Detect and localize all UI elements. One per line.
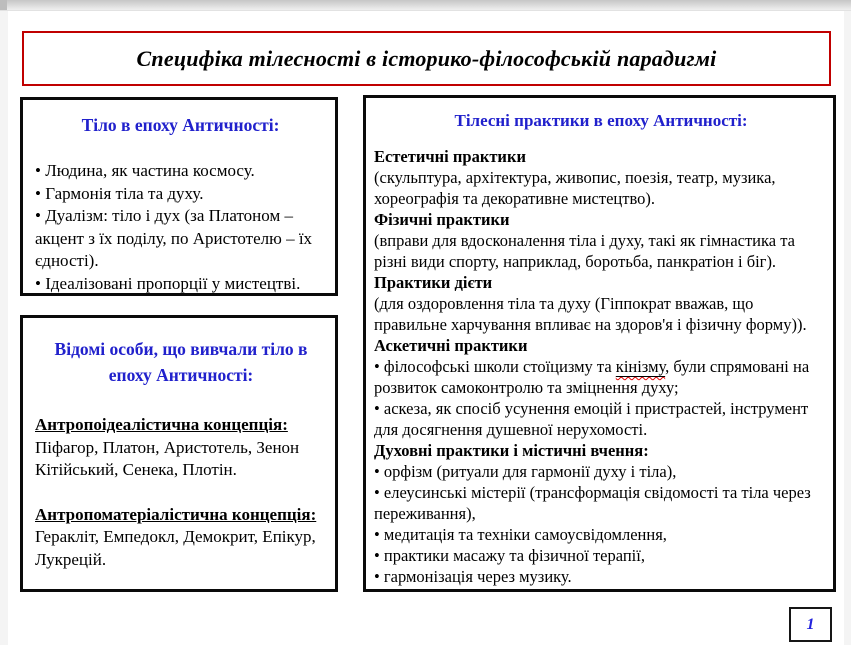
known-persons-box	[20, 315, 338, 592]
concept-label-idealistic: Антропоідеалістична концепція:	[35, 415, 288, 434]
bullet-item: • Гармонія тіла та духу.	[35, 183, 204, 203]
bullet-item: • Людина, як частина космосу.	[35, 161, 255, 180]
ascetic-bullet-pre: • філософські школи стоїцизму та	[374, 357, 616, 376]
bullet-item: • Ідеалізовані пропорції у мистецтві.	[35, 273, 301, 293]
window-top-corner	[0, 0, 7, 10]
antiquity-body-heading: Тіло в епоху Античності:	[81, 115, 280, 135]
known-persons-heading: Відомі особи, що вивчали тіло в епоху Античності:	[54, 339, 308, 385]
practice-section-text-diet: (для оздоровлення тіла та духу (Гіппократ вважав, що правильне харчування впливає на здоров'я і фізичну форму)).	[374, 294, 807, 334]
body-practices-box	[363, 95, 836, 592]
window-top-edge	[0, 0, 851, 11]
slide-title: Специфіка тілесності в історико-філософській парадигмі	[136, 45, 717, 71]
practice-section-title-aesthetic: Естетичні практики	[374, 147, 526, 166]
concept-names-idealistic: Піфагор, Платон, Аристотель, Зенон Кітійський, Сенека, Плотін.	[35, 437, 300, 479]
practices-heading: Тілесні практики в епоху Античності:	[454, 111, 748, 130]
bullet-item: • Дуалізм: тіло і дух (за Платоном – акцент з їх поділу, по Аристотелю – їх єдності).	[35, 206, 313, 270]
practice-section-title-diet: Практики дієти	[374, 273, 493, 292]
practice-ascetic-bullet-2: • аскеза, як спосіб усунення емоцій і пристрастей, інструмент для досягнення душевної нерухомості.	[374, 399, 809, 439]
antiquity-body-box	[20, 97, 338, 296]
page-number-badge	[789, 607, 832, 642]
page-number: 1	[806, 615, 815, 633]
practice-ascetic-bullet-1	[374, 356, 828, 398]
concept-names-materialistic: Геракліт, Емпедокл, Демокрит, Епікур, Лукрецій.	[35, 527, 316, 569]
concept-label-materialistic: Антропоматеріалістична концепція:	[35, 504, 317, 524]
practice-section-text-physical: (вправи для вдосконалення тіла і духу, такі як гімнастика та різні види спорту, наприклад, боротьба, панкратіон і біг).	[374, 231, 795, 271]
spiritual-bullet: • медитація та техніки самоусвідомлення,	[374, 525, 667, 544]
spiritual-bullet: • практики масажу та фізичної терапії,	[374, 546, 645, 565]
misspelled-word: кінізму	[615, 357, 666, 376]
practice-section-title-physical: Фізичні практики	[374, 210, 510, 229]
spiritual-bullet: • гармонізація через музику.	[374, 567, 572, 586]
spiritual-bullet: • орфізм (ритуали для гармонії духу і тіла),	[374, 462, 677, 481]
practice-section-text-aesthetic: (скульптура, архітектура, живопис, поезія, театр, музика, хореографія та декоративне мистецтво).	[374, 168, 776, 208]
spiritual-bullet: • елеусинські містерії (трансформація свідомості та тіла через переживання),	[374, 483, 811, 523]
practice-section-title-spiritual: Духовні практики і містичні вчення:	[374, 441, 649, 460]
spellcheck-underline	[616, 357, 665, 376]
practice-section-title-ascetic: Аскетичні практики	[374, 336, 528, 355]
ascetic-bullet-post: , були спрямовані на розвиток самоконтролю та зміцнення духу;	[374, 357, 810, 397]
slide-title-box	[22, 31, 831, 86]
